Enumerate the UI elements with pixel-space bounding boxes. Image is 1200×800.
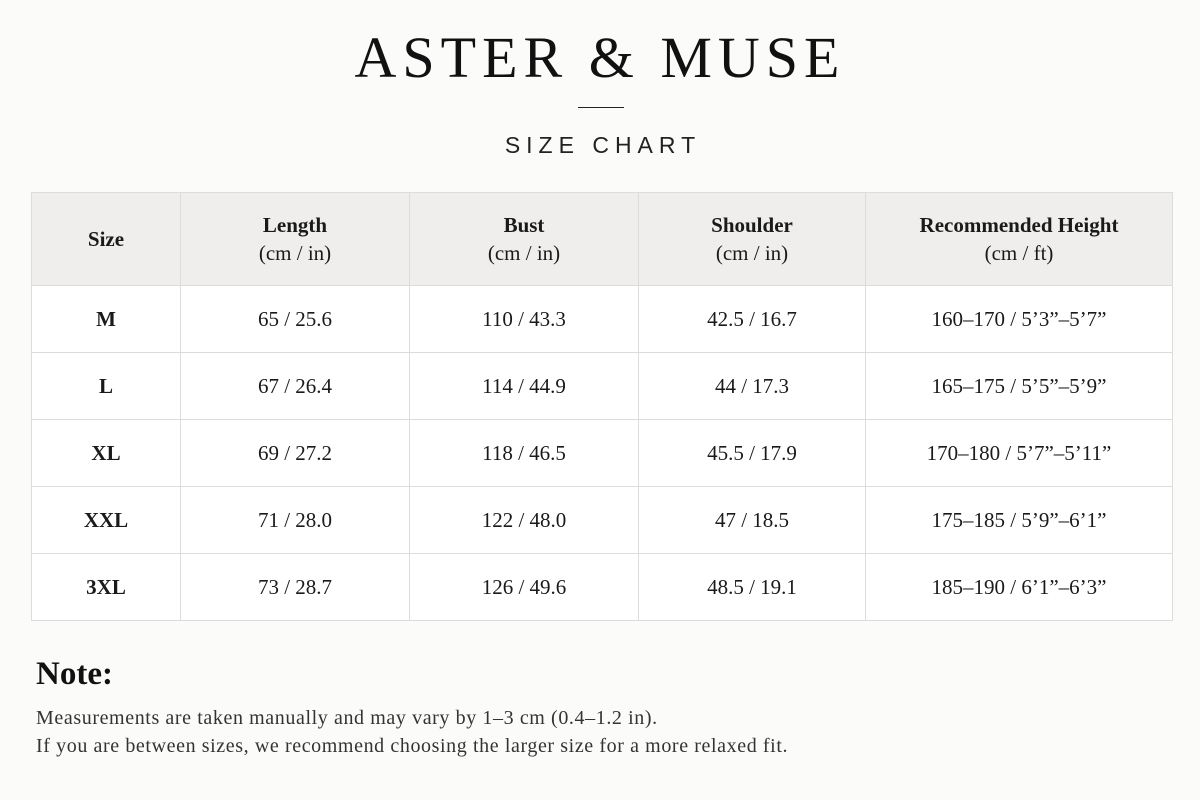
header-size	[32, 193, 181, 286]
note-line: Measurements are taken manually and may vary by 1–3 cm (0.4–1.2 in).	[36, 707, 658, 729]
length-cell: 73 / 28.7	[181, 554, 410, 621]
note-body	[36, 704, 788, 760]
shoulder-cell: 45.5 / 17.9	[639, 420, 866, 487]
note-line: If you are between sizes, we recommend choosing the larger size for a more relaxed fit.	[36, 735, 789, 757]
shoulder-cell: 47 / 18.5	[639, 487, 866, 554]
header-unit: (cm / ft)	[984, 241, 1054, 265]
size-cell: XXL	[32, 487, 181, 554]
bust-cell: 114 / 44.9	[410, 353, 639, 420]
header-label: Shoulder	[711, 213, 793, 237]
length-cell: 69 / 27.2	[181, 420, 410, 487]
header-label: Bust	[503, 213, 545, 237]
table-row	[32, 286, 1173, 353]
length-cell: 65 / 25.6	[181, 286, 410, 353]
shoulder-cell: 44 / 17.3	[639, 353, 866, 420]
note-heading: Note:	[36, 656, 113, 692]
header-unit: (cm / in)	[487, 241, 561, 265]
header-shoulder	[639, 193, 866, 286]
header-length	[181, 193, 410, 286]
header-label: Size	[87, 227, 125, 251]
size-cell: M	[32, 286, 181, 353]
table-row	[32, 353, 1173, 420]
height-cell: 165–175 / 5’5”–5’9”	[866, 353, 1173, 420]
brand-title: ASTER & MUSE	[354, 25, 846, 90]
header-recommended-height	[866, 193, 1173, 286]
size-table-header	[32, 193, 1173, 286]
height-cell: 175–185 / 5’9”–6’1”	[866, 487, 1173, 554]
bust-cell: 118 / 46.5	[410, 420, 639, 487]
length-cell: 67 / 26.4	[181, 353, 410, 420]
height-cell: 185–190 / 6’1”–6’3”	[866, 554, 1173, 621]
bust-cell: 126 / 49.6	[410, 554, 639, 621]
header-unit: (cm / in)	[258, 241, 332, 265]
header-label: Recommended Height	[919, 213, 1119, 237]
header-label: Length	[262, 213, 328, 237]
height-cell: 160–170 / 5’3”–5’7”	[866, 286, 1173, 353]
size-table-body	[32, 286, 1173, 621]
table-row	[32, 554, 1173, 621]
size-cell: L	[32, 353, 181, 420]
table-row	[32, 487, 1173, 554]
length-cell: 71 / 28.0	[181, 487, 410, 554]
header-row	[32, 193, 1173, 286]
bust-cell: 110 / 43.3	[410, 286, 639, 353]
bust-cell: 122 / 48.0	[410, 487, 639, 554]
table-row	[32, 420, 1173, 487]
title-divider	[578, 107, 624, 108]
size-cell: 3XL	[32, 554, 181, 621]
height-cell: 170–180 / 5’7”–5’11”	[866, 420, 1173, 487]
shoulder-cell: 42.5 / 16.7	[639, 286, 866, 353]
header-unit: (cm / in)	[715, 241, 789, 265]
page-subtitle: SIZE CHART	[504, 132, 702, 158]
header-bust	[410, 193, 639, 286]
size-cell: XL	[32, 420, 181, 487]
shoulder-cell: 48.5 / 19.1	[639, 554, 866, 621]
size-table	[31, 192, 1173, 621]
